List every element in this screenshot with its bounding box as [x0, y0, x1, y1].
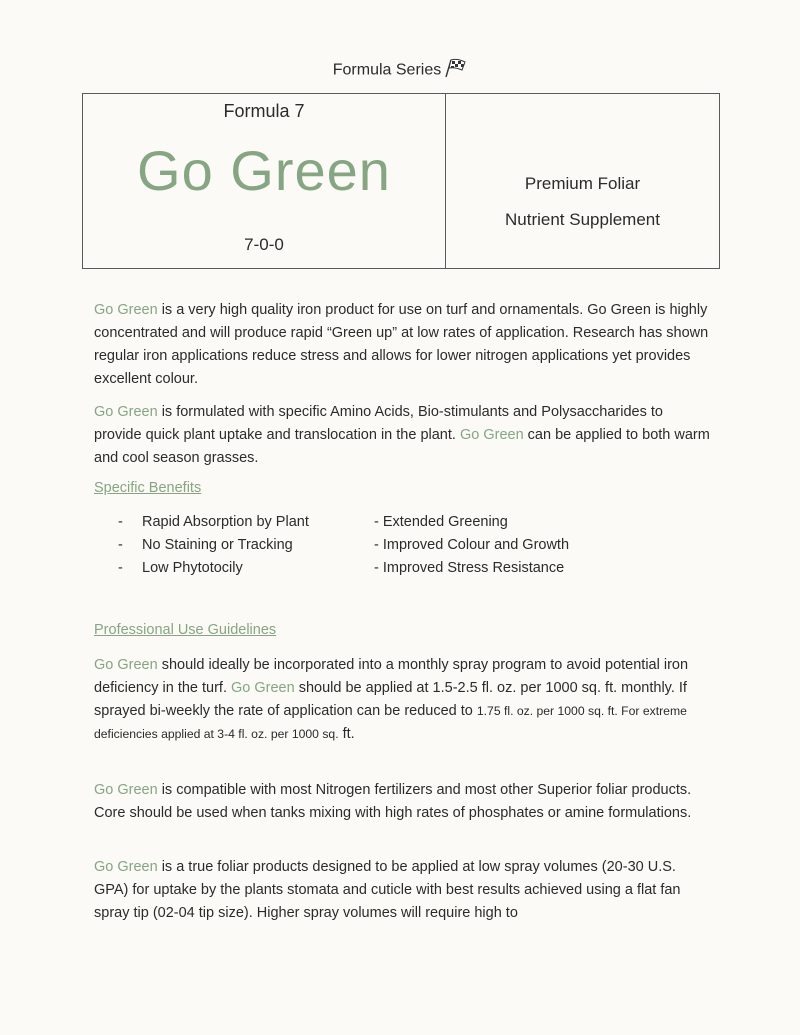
benefit-row: - Rapid Absorption by Plant - Extended Greening: [118, 514, 508, 530]
intro-text-2b: can be applied to both warm and cool season grasses.: [94, 427, 710, 466]
guidelines-text-2: is compatible with most Nitrogen fertilizers and most other Superior foliar products. Core should be used when tanks mixing with high rates of phosphates or amine formulations.: [94, 782, 692, 821]
guidelines-heading: Professional Use Guidelines: [94, 622, 277, 638]
product-descriptor-line1: Premium Foliar: [524, 174, 641, 193]
guidelines-text-3: is a true foliar products designed to be applied at low spray volumes (20-30 U.S. GPA) for uptake by the plants stomata and cuticle with best results achieved using a flat fan spray tip (02-04 tip size). Higher spray volumes will require high to: [94, 859, 681, 921]
brand-name: Go Green: [94, 404, 158, 420]
benefits-heading: Specific Benefits: [94, 480, 202, 496]
benefit-row: - No Staining or Tracking - Improved Colour and Growth: [118, 537, 570, 553]
intro-text-2a: is formulated with specific Amino Acids, Bio-stimulants and Polysaccharides to provide quick plant uptake and translocation in the plant.: [94, 404, 663, 443]
benefit-item: No Staining or Tracking: [142, 537, 293, 553]
npk-ratio: 7-0-0: [244, 235, 284, 254]
formula-number: Formula 7: [223, 101, 305, 121]
guidelines-text-1c: 1.75 fl. oz. per 1000 sq. ft. For extreme deficiencies applied at 3-4 fl. oz. per 1000 sq.: [94, 704, 687, 741]
product-name: Go Green: [137, 139, 391, 202]
benefit-item: Rapid Absorption by Plant: [142, 514, 309, 530]
brand-name: Go Green: [94, 302, 158, 318]
intro-paragraph-2: [94, 401, 714, 470]
guidelines-paragraph-2: [94, 779, 714, 825]
product-box-left: [83, 94, 446, 268]
intro-paragraph-1: [94, 299, 714, 391]
series-title: Formula Series: [332, 61, 442, 79]
intro-text-1: is a very high quality iron product for use on turf and ornamentals. Go Green is highly concentrated and will produce rapid “Green up” at low rates of application. Research has shown regular iron applications reduce stress and allows for lower nitrogen applications yet provides excellent colour.: [94, 302, 709, 387]
benefit-item: - Extended Greening: [374, 514, 508, 530]
benefit-item: - Improved Colour and Growth: [374, 537, 570, 553]
product-box: [82, 93, 720, 269]
guidelines-text-1a: should ideally be incorporated into a monthly spray program to avoid potential iron deficiency in the turf.: [94, 657, 689, 696]
series-header: [0, 58, 800, 83]
product-box-right: [446, 94, 719, 268]
brand-name: Go Green: [94, 657, 158, 673]
brand-name: Go Green: [94, 782, 158, 798]
checkered-flag-icon: [443, 58, 467, 83]
product-descriptor-line2: Nutrient Supplement: [505, 210, 660, 229]
guidelines-text-1d: ft.: [338, 726, 355, 742]
brand-name: Go Green: [94, 859, 158, 875]
benefit-item: Low Phytotocily: [142, 560, 243, 576]
benefits-list: [118, 511, 678, 580]
guidelines-text-1b: should be applied at 1.5-2.5 fl. oz. per 1000 sq. ft. monthly. If sprayed bi-weekly the rate of application can be reduced to: [94, 680, 687, 719]
brand-name: Go Green: [231, 680, 295, 696]
benefit-row: - Low Phytotocily - Improved Stress Resistance: [118, 560, 565, 576]
benefit-item: - Improved Stress Resistance: [374, 560, 565, 576]
guidelines-paragraph-1: [94, 654, 714, 746]
guidelines-paragraph-3: [94, 856, 714, 925]
brand-name: Go Green: [459, 427, 524, 443]
